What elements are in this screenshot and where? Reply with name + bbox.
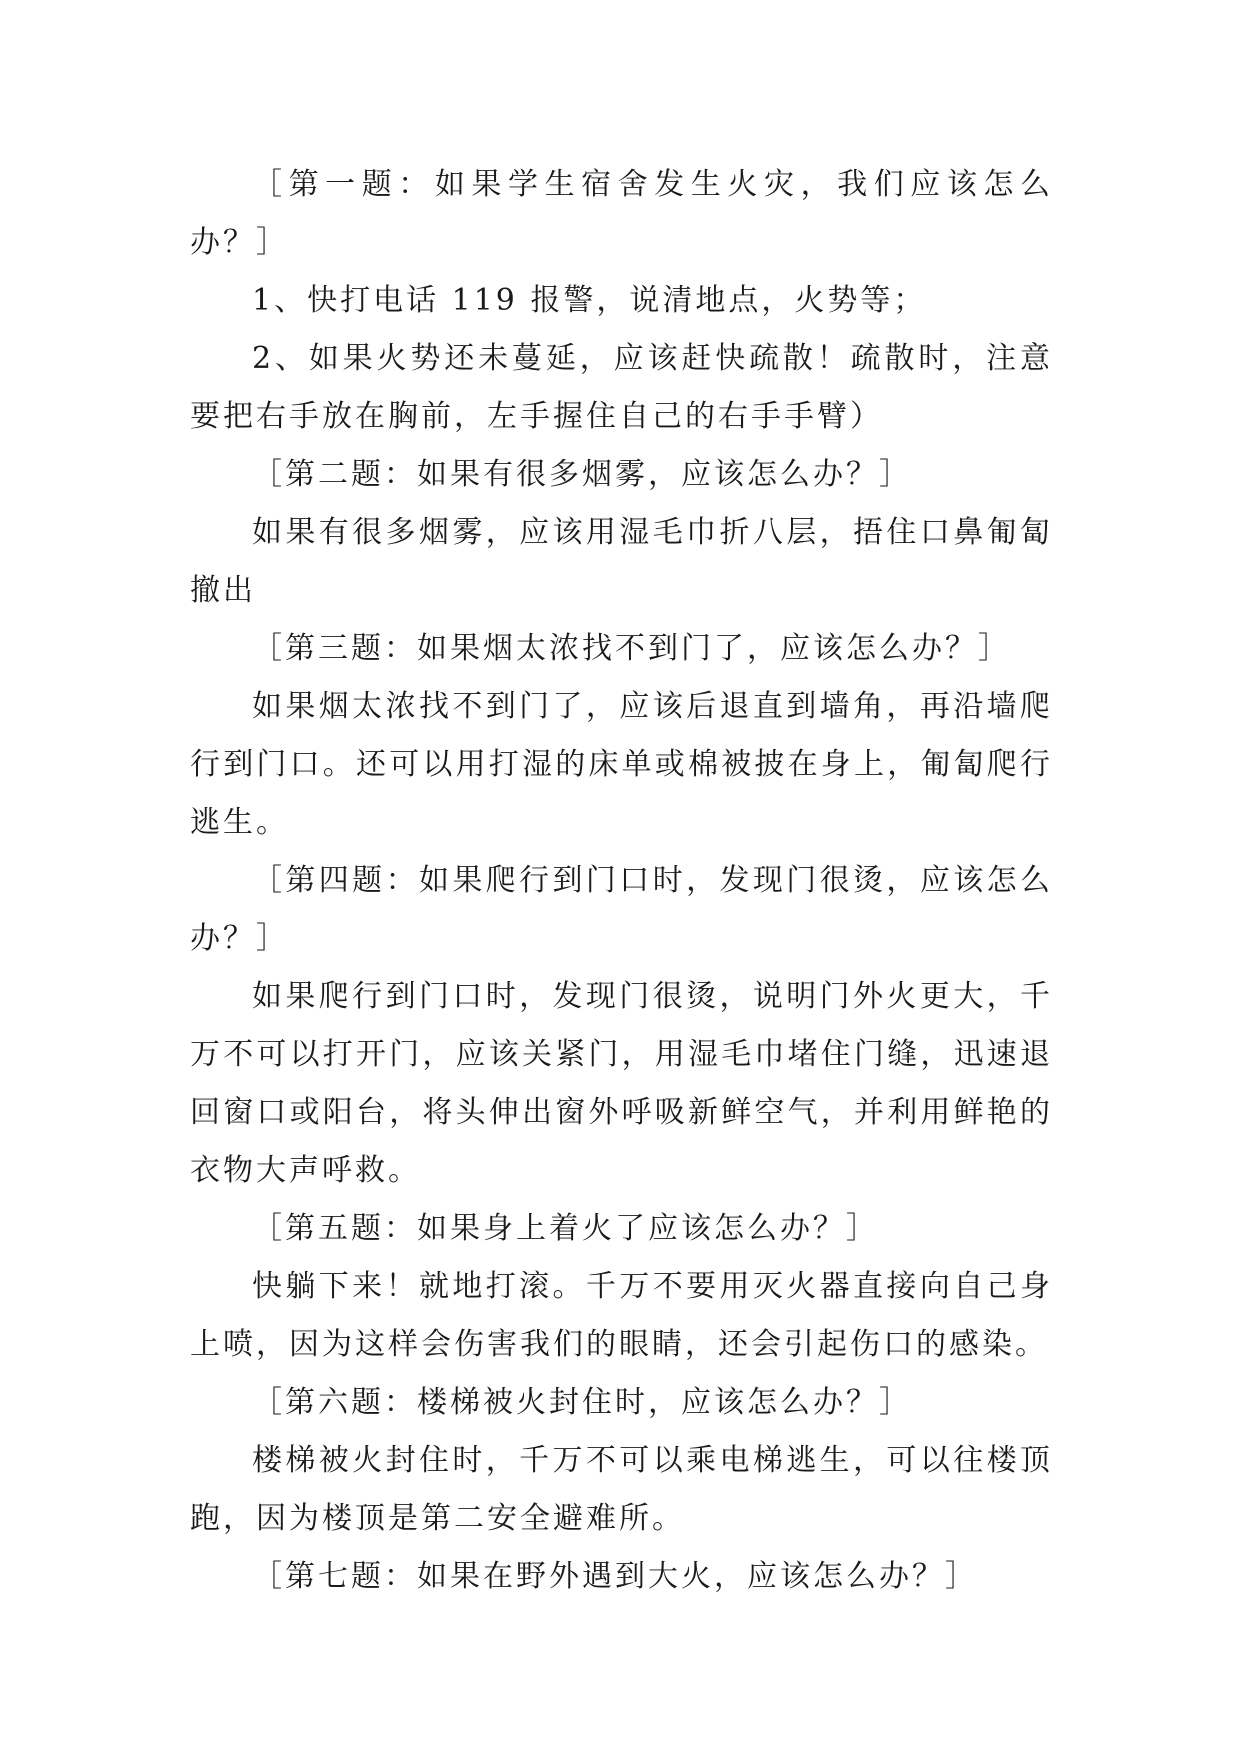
document-page xyxy=(190,156,1053,1606)
question-1-heading: ［第一题：如果学生宿舍发生火灾，我们应该怎么办？］ xyxy=(190,167,1053,260)
answer-5: 快躺下来！就地打滚。千万不要用灭火器直接向自己身上喷，因为这样会伤害我们的眼睛，还会引起伤口的感染。 xyxy=(190,1269,1053,1362)
answer-3: 如果烟太浓找不到门了，应该后退直到墙角，再沿墙爬行到门口。还可以用打湿的床单或棉被披在身上，匍匐爬行逃生。 xyxy=(190,689,1053,840)
question-2-heading: ［第二题：如果有很多烟雾，应该怎么办？］ xyxy=(252,457,912,492)
question-7-heading: ［第七题：如果在野外遇到大火，应该怎么办？］ xyxy=(252,1559,978,1594)
question-4-heading: ［第四题：如果爬行到门口时，发现门很烫，应该怎么办？］ xyxy=(190,863,1053,956)
question-5-heading: ［第五题：如果身上着火了应该怎么办？］ xyxy=(252,1211,879,1246)
answer-1-step-2: 2、如果火势还未蔓延，应该赶快疏散！疏散时，注意要把右手放在胸前，左手握住自己的右手手臂） xyxy=(190,341,1053,434)
answer-6: 楼梯被火封住时，千万不可以乘电梯逃生，可以往楼顶跑，因为楼顶是第二安全避难所。 xyxy=(190,1443,1053,1536)
answer-1-step-1: 1、快打电话 119 报警，说清地点，火势等； xyxy=(252,283,927,318)
answer-4: 如果爬行到门口时，发现门很烫，说明门外火更大，千万不可以打开门，应该关紧门，用湿毛巾堵住门缝，迅速退回窗口或阳台，将头伸出窗外呼吸新鲜空气，并利用鲜艳的衣物大声呼救。 xyxy=(190,979,1053,1188)
answer-2: 如果有很多烟雾，应该用湿毛巾折八层，捂住口鼻匍匐撤出 xyxy=(190,515,1053,608)
question-3-heading: ［第三题：如果烟太浓找不到门了，应该怎么办？］ xyxy=(252,631,1011,666)
question-6-heading: ［第六题：楼梯被火封住时，应该怎么办？］ xyxy=(252,1385,912,1420)
